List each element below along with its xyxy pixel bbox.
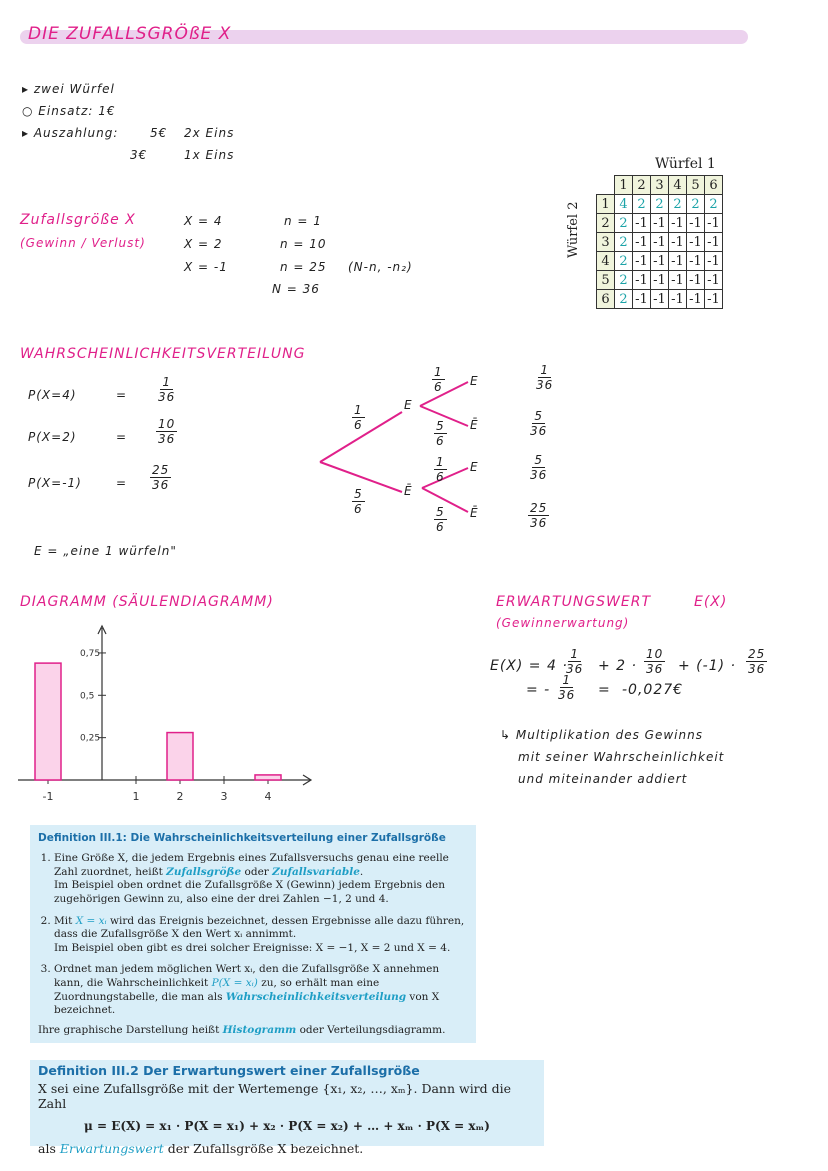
tree-node-e: E xyxy=(404,398,413,412)
frac-den: 36 xyxy=(646,662,664,676)
x-value-neg1: X = -1 xyxy=(184,260,228,274)
def2-term: Erwartungswert xyxy=(59,1141,164,1156)
n-value-1: n = 1 xyxy=(284,214,322,228)
randvar-sublabel: (Gewinn / Verlust) xyxy=(20,236,146,250)
dice-row-header: 2 xyxy=(597,214,615,233)
def2-text: der Zufallsgröße X bezeichnet. xyxy=(167,1141,364,1156)
expectation-lhs: E(X) = 4 · xyxy=(490,658,568,674)
tree-prob-num: 1 xyxy=(434,365,443,379)
dice-cell: 2 xyxy=(615,271,633,290)
dice-table-title: Würfel 1 xyxy=(655,156,716,172)
n-value-25: n = 25 xyxy=(280,260,327,274)
dice-row-header: 3 xyxy=(597,233,615,252)
def1-text: Ihre graphische Darstellung heißt xyxy=(38,1024,220,1037)
dice-cell: 2 xyxy=(615,233,633,252)
dist-num-2: 10 xyxy=(158,417,176,431)
n-total: N = 36 xyxy=(272,282,320,296)
dist-eq-2: = xyxy=(116,430,128,444)
bar--1 xyxy=(35,663,61,780)
expectation-op1: + 2 · xyxy=(598,658,637,674)
x-tick-label: 1 xyxy=(132,790,140,803)
dist-prob-4 xyxy=(158,376,175,403)
y-tick-label: 0,5 xyxy=(80,691,95,702)
tree-leaf-node: E xyxy=(470,374,479,388)
expectation-result-frac xyxy=(558,674,575,701)
dice-cell: -1 xyxy=(669,214,687,233)
def1-term: X = xᵢ xyxy=(75,914,107,927)
def1-text: zu, so erhält man eine Zuordnungstabelle, die man als xyxy=(54,977,380,1003)
dice-cell: -1 xyxy=(705,233,723,252)
dice-cell: -1 xyxy=(705,290,723,309)
x-value-2: X = 2 xyxy=(184,237,223,251)
dice-table-corner xyxy=(597,176,615,195)
tree-prob-den: 6 xyxy=(434,380,443,394)
def1-text: oder xyxy=(244,865,269,878)
tree-leaf-node: Ē xyxy=(470,506,479,520)
dice-table-header-row xyxy=(597,176,723,195)
tree-result-den: 36 xyxy=(536,378,554,392)
bar-chart xyxy=(18,620,328,810)
dice-cell: -1 xyxy=(687,252,705,271)
def1-text: Im Beispiel oben ordnet die Zufallsgröße X (Gewinn) jedem Ergebnis den zugehörigen Gewinn zu, also eine der drei Zahlen −1, 2 und 4. xyxy=(54,879,446,905)
dist-eq-4: = xyxy=(116,388,128,402)
dice-cell: 2 xyxy=(669,195,687,214)
definition-box-2 xyxy=(30,1060,544,1156)
dice-cell: -1 xyxy=(651,290,669,309)
def1-text: Mit xyxy=(54,914,73,927)
dice-cell: 4 xyxy=(615,195,633,214)
dist-prob-2 xyxy=(156,418,177,445)
definition-box-1 xyxy=(30,825,476,1043)
tree-prob-e xyxy=(352,404,365,431)
dice-cell: -1 xyxy=(687,214,705,233)
dist-num-neg1: 25 xyxy=(152,463,170,477)
expectation-term3 xyxy=(746,648,767,675)
intro-item-dice: ▸ zwei Würfel xyxy=(22,82,115,96)
tree-result-num: 1 xyxy=(540,363,549,377)
expectation-note-2: mit seiner Wahrscheinlichkeit xyxy=(518,750,725,764)
tree-result xyxy=(530,410,547,437)
dice-cell: -1 xyxy=(633,252,651,271)
event-note: E = „eine 1 würfeln" xyxy=(34,544,177,558)
definition-1-title: Definition III.1: Die Wahrscheinlichkeitsverteilung einer Zufallsgröße xyxy=(38,832,446,844)
dice-header-cell: 2 xyxy=(633,176,651,195)
randvar-note: (N-n, -n₂) xyxy=(348,260,413,274)
dice-header-cell: 1 xyxy=(615,176,633,195)
dice-cell: 2 xyxy=(615,290,633,309)
frac-num: 25 xyxy=(748,647,766,661)
dice-cell: -1 xyxy=(651,252,669,271)
dice-table-row xyxy=(597,252,723,271)
def1-text: oder Verteilungsdiagramm. xyxy=(299,1024,446,1037)
dice-table-row xyxy=(597,271,723,290)
def1-term: Histogramm xyxy=(222,1024,297,1037)
frac-num: 1 xyxy=(570,647,579,661)
n-value-10: n = 10 xyxy=(280,237,327,251)
dice-row-header: 1 xyxy=(597,195,615,214)
payout-amount-2: 3€ xyxy=(130,148,148,162)
dist-den-2: 36 xyxy=(158,432,176,446)
frac-num: 1 xyxy=(562,673,571,687)
tree-result-den: 36 xyxy=(530,468,548,482)
expectation-term1 xyxy=(566,648,583,675)
expectation-subheading: (Gewinnerwartung) xyxy=(496,616,630,630)
dice-row-header: 5 xyxy=(597,271,615,290)
tree-prob-den: 6 xyxy=(354,502,363,516)
dice-row-header: 6 xyxy=(597,290,615,309)
tree-prob-note-e xyxy=(434,456,447,483)
expectation-symbol: E(X) xyxy=(694,594,728,610)
dice-cell: -1 xyxy=(705,252,723,271)
definition-1-item xyxy=(54,915,468,956)
dice-cell: -1 xyxy=(669,290,687,309)
tree-result xyxy=(536,364,553,391)
expectation-note-3: und miteinander addiert xyxy=(518,772,688,786)
def1-term: Zufallsgröße xyxy=(166,865,242,878)
tree-prob-note-note xyxy=(434,506,447,533)
tree-prob-ee xyxy=(432,366,445,393)
dist-prob-neg1 xyxy=(150,464,171,491)
intro-item-payout: ▸ Auszahlung: xyxy=(22,126,119,140)
x-tick-label: 2 xyxy=(176,790,184,803)
dist-lhs-neg1: P(X=-1) xyxy=(28,476,82,490)
dice-cell: -1 xyxy=(633,233,651,252)
def1-text: Im Beispiel oben gibt es drei solcher Ereignisse: X = −1, X = 2 und X = 4. xyxy=(54,941,451,954)
y-tick-label: 0,75 xyxy=(80,648,101,659)
dice-table-row xyxy=(597,195,723,214)
tree-prob-den: 6 xyxy=(436,520,445,534)
tree-prob-num: 1 xyxy=(354,403,363,417)
tree-prob-num: 5 xyxy=(436,505,445,519)
expectation-result-value: -0,027€ xyxy=(622,682,684,698)
expectation-heading: ERWARTUNGSWERT xyxy=(496,594,651,610)
dice-cell: -1 xyxy=(687,233,705,252)
definition-2-formula: μ = E(X) = x₁ · P(X = x₁) + x₂ · P(X = x₂) + … + xₘ · P(X = xₘ) xyxy=(84,1119,490,1133)
dice-cell: -1 xyxy=(633,271,651,290)
expectation-term2 xyxy=(644,648,665,675)
expectation-op2: + (-1) · xyxy=(678,658,736,674)
frac-den: 36 xyxy=(566,662,584,676)
dice-cell: 2 xyxy=(615,214,633,233)
expectation-line2-eq: = xyxy=(598,682,611,698)
dice-header-cell: 3 xyxy=(651,176,669,195)
tree-prob-den: 6 xyxy=(436,434,445,448)
dist-num-4: 1 xyxy=(162,375,171,389)
dice-header-cell: 4 xyxy=(669,176,687,195)
def1-text: wird das Ereignis bezeichnet, dessen Ergebnisse alle dazu führen, dass die Zufallsgröße X den Wert xᵢ annimmt. xyxy=(54,914,465,941)
dice-cell: -1 xyxy=(687,290,705,309)
def2-text: als xyxy=(38,1141,56,1156)
dice-table-side-label: Würfel 2 xyxy=(566,201,581,258)
payout-amount-1: 5€ xyxy=(150,126,168,140)
definition-2-title: Definition III.2 Der Erwartungswert einer Zufallsgröße xyxy=(38,1063,420,1078)
dice-cell: -1 xyxy=(633,214,651,233)
bar-4 xyxy=(255,775,281,780)
tree-prob-num: 5 xyxy=(436,419,445,433)
intro-item-stake: ○ Einsatz: 1€ xyxy=(22,104,116,118)
x-tick-label: 4 xyxy=(264,790,272,803)
dice-cell: 2 xyxy=(633,195,651,214)
definition-1-footer xyxy=(38,1024,468,1036)
payout-condition-2: 1x Eins xyxy=(184,148,235,162)
dice-cell: -1 xyxy=(669,252,687,271)
dice-table-row xyxy=(597,233,723,252)
dice-cell: -1 xyxy=(705,271,723,290)
tree-leaf-node: Ē xyxy=(470,418,479,432)
dice-cell: 2 xyxy=(687,195,705,214)
dice-cell: -1 xyxy=(651,233,669,252)
tree-result xyxy=(530,454,547,481)
expectation-line2-prefix: = - xyxy=(526,682,551,698)
definition-1-item: 1. Eine Größe X, die jedem Ergebnis eines Zufallsversuchs genau eine reelle Zahl zuordnet, heißt Zufallsgröße oder Zufallsvariable. Im Beispiel oben ordnet die Zufallsgröße X (Gewinn) jedem Ergebnis den zugehörigen Gewinn zu, also eine der drei Zahlen −1, 2 und 4. xyxy=(54,852,468,907)
definition-1-item xyxy=(54,963,468,1018)
tree-result-num: 5 xyxy=(534,409,543,423)
expectation-note-1: ↳ Multiplikation des Gewinns xyxy=(500,728,703,742)
tree-result-den: 36 xyxy=(530,424,548,438)
dice-cell: -1 xyxy=(669,233,687,252)
tree-prob-num: 1 xyxy=(436,455,445,469)
dice-table-row xyxy=(597,214,723,233)
tree-result-den: 36 xyxy=(530,516,548,530)
dice-cell: -1 xyxy=(633,290,651,309)
dice-cell: -1 xyxy=(651,271,669,290)
frac-den: 36 xyxy=(748,662,766,676)
x-value-4: X = 4 xyxy=(184,214,223,228)
def1-text: Ordnet man jedem möglichen Wert xᵢ, den die Zufallsgröße X annehmen kann, die Wahrscheinlichkeit xyxy=(54,963,440,990)
tree-result-num: 25 xyxy=(530,501,548,515)
dice-header-cell: 5 xyxy=(687,176,705,195)
dice-cell: -1 xyxy=(687,271,705,290)
dice-cell: 2 xyxy=(651,195,669,214)
dice-cell: -1 xyxy=(705,214,723,233)
frac-num: 10 xyxy=(646,647,664,661)
dist-den-4: 36 xyxy=(158,390,176,404)
frac-den: 36 xyxy=(558,688,576,702)
tree-node-not-e: Ē xyxy=(404,484,413,498)
tree-prob-den: 6 xyxy=(436,470,445,484)
dice-header-cell: 6 xyxy=(705,176,723,195)
def1-text: von X bezeichnet. xyxy=(54,990,440,1017)
tree-prob-num: 5 xyxy=(354,487,363,501)
tree-leaf-node: E xyxy=(470,460,479,474)
y-tick-label: 0,25 xyxy=(80,733,101,744)
def1-term: Zufallsvariable xyxy=(272,865,360,878)
def1-text: Eine Größe X, die jedem Ergebnis eines Zufallsversuchs genau eine reelle Zahl zuordnet, heißt xyxy=(54,852,449,878)
page-title: DIE ZUFALLSGRÖßE X xyxy=(28,24,232,44)
dice-cell: 2 xyxy=(615,252,633,271)
dist-den-neg1: 36 xyxy=(152,478,170,492)
dice-table xyxy=(596,175,723,309)
def1-term: P(X = xᵢ) xyxy=(211,977,258,990)
tree-result-num: 5 xyxy=(534,453,543,467)
tree-diagram-lines xyxy=(310,370,510,540)
tree-prob-e-note xyxy=(434,420,447,447)
dice-cell: -1 xyxy=(651,214,669,233)
distribution-heading: WAHRSCHEINLICHKEITSVERTEILUNG xyxy=(20,346,306,362)
randvar-label: Zufallsgröße X xyxy=(20,212,136,228)
def1-term: Wahrscheinlichkeitsverteilung xyxy=(225,990,407,1003)
definition-2-line3 xyxy=(38,1141,536,1156)
diagram-heading: DIAGRAMM (SÄULENDIAGRAMM) xyxy=(20,594,274,610)
x-tick-label: 3 xyxy=(220,790,228,803)
tree-result xyxy=(528,502,549,529)
tree-prob-den: 6 xyxy=(354,418,363,432)
dice-cell: -1 xyxy=(669,271,687,290)
bar-2 xyxy=(167,733,193,780)
definition-2-line1: X sei eine Zufallsgröße mit der Wertemenge {x₁, x₂, …, xₘ}. Dann wird die Zahl xyxy=(38,1081,512,1111)
dice-cell: 2 xyxy=(705,195,723,214)
dist-lhs-4: P(X=4) xyxy=(28,388,77,402)
x-tick-label: -1 xyxy=(42,790,54,803)
tree-prob-not-e xyxy=(352,488,365,515)
dice-table-row xyxy=(597,290,723,309)
dist-eq-neg1: = xyxy=(116,476,128,490)
dice-row-header: 4 xyxy=(597,252,615,271)
payout-condition-1: 2x Eins xyxy=(184,126,235,140)
dist-lhs-2: P(X=2) xyxy=(28,430,77,444)
